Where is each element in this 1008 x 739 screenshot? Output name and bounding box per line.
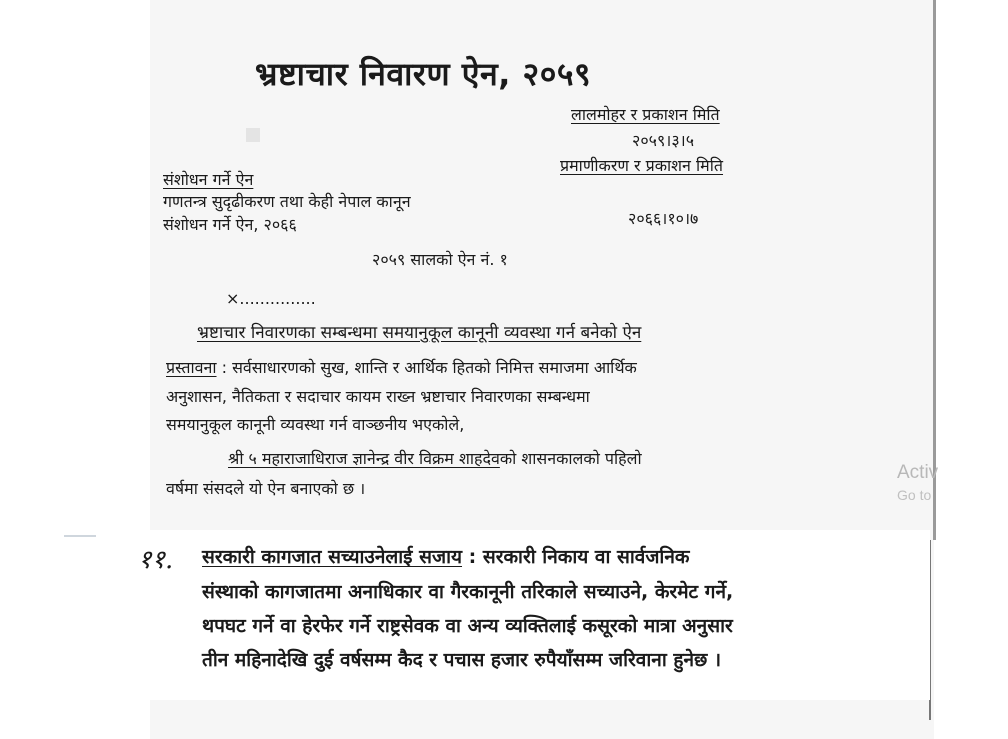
enactment-text-1: को शासनकालको पहिलो bbox=[499, 449, 642, 468]
amendment-line-1: गणतन्त्र सुदृढीकरण तथा केही नेपाल कानून bbox=[163, 192, 411, 211]
preamble-label: प्रस्तावना bbox=[166, 358, 217, 377]
scan-artifact bbox=[246, 128, 260, 142]
section-line-3: थपघट गर्ने वा हेरफेर गर्ने राष्ट्रसेवक वा अन्य व्यक्तिलाई कसूरको मात्रा अनुसार bbox=[202, 615, 733, 637]
document-title: भ्रष्टाचार निवारण ऐन, २०५९ bbox=[255, 55, 592, 93]
preamble-title: भ्रष्टाचार निवारणका सम्बन्धमा समयानुकूल कानूनी व्यवस्था गर्न बनेको ऐन bbox=[197, 323, 642, 343]
preamble-line-1 bbox=[166, 356, 637, 378]
act-number: २०५९ सालको ऐन नं. १ bbox=[372, 250, 508, 269]
authentication-date: २०६६।१०।७ bbox=[628, 209, 699, 228]
section-line-1 bbox=[202, 543, 690, 569]
divider-left bbox=[64, 535, 96, 537]
publication-date-label: लालमोहर र प्रकाशन मिति bbox=[571, 105, 720, 124]
preamble-line-2: अनुशासन, नैतिकता र सदाचार कायम राख्न भ्रष्टाचार निवारणका सम्बन्धमा bbox=[166, 387, 590, 406]
authentication-date-label: प्रमाणीकरण र प्रकाशन मिति bbox=[560, 156, 724, 175]
section-heading: सरकारी कागजात सच्याउनेलाई सजाय bbox=[202, 546, 463, 568]
preamble-text-1: : सर्वसाधारणको सुख, शान्ति र आर्थिक हितको निमित्त समाजमा आर्थिक bbox=[221, 358, 637, 377]
page-edge bbox=[933, 0, 936, 540]
publication-date: २०५९।३।५ bbox=[632, 131, 695, 150]
section-text-1: : सरकारी निकाय वा सार्वजनिक bbox=[468, 546, 690, 568]
omission-marker: ×............... bbox=[226, 289, 316, 308]
section-number: ११. bbox=[138, 545, 174, 575]
activate-windows-subtitle: Go to bbox=[897, 487, 932, 503]
amendment-line-2: संशोधन गर्ने ऐन, २०६६ bbox=[163, 215, 297, 234]
section-line-2: संस्थाको कागजातमा अनाधिकार वा गैरकानूनी तरिकाले सच्याउने, केरमेट गर्ने, bbox=[202, 581, 734, 603]
preamble-line-3: समयानुकूल कानूनी व्यवस्था गर्न वाञ्छनीय भएकोले, bbox=[166, 415, 465, 434]
king-name: श्री ५ महाराजाधिराज ज्ञानेन्द्र वीर विक्रम शाहदेव bbox=[228, 449, 500, 468]
section-line-4: तीन महिनादेखि दुई वर्षसम्म कैद र पचास हजार रुपैयाँसम्म जरिवाना हुनेछ । bbox=[202, 649, 722, 671]
activate-windows-title: Activ bbox=[897, 462, 939, 483]
amendment-heading: संशोधन गर्ने ऐन bbox=[163, 170, 254, 189]
enactment-line-1 bbox=[228, 447, 642, 469]
enactment-line-2: वर्षमा संसदले यो ऐन बनाएको छ । bbox=[166, 479, 366, 498]
